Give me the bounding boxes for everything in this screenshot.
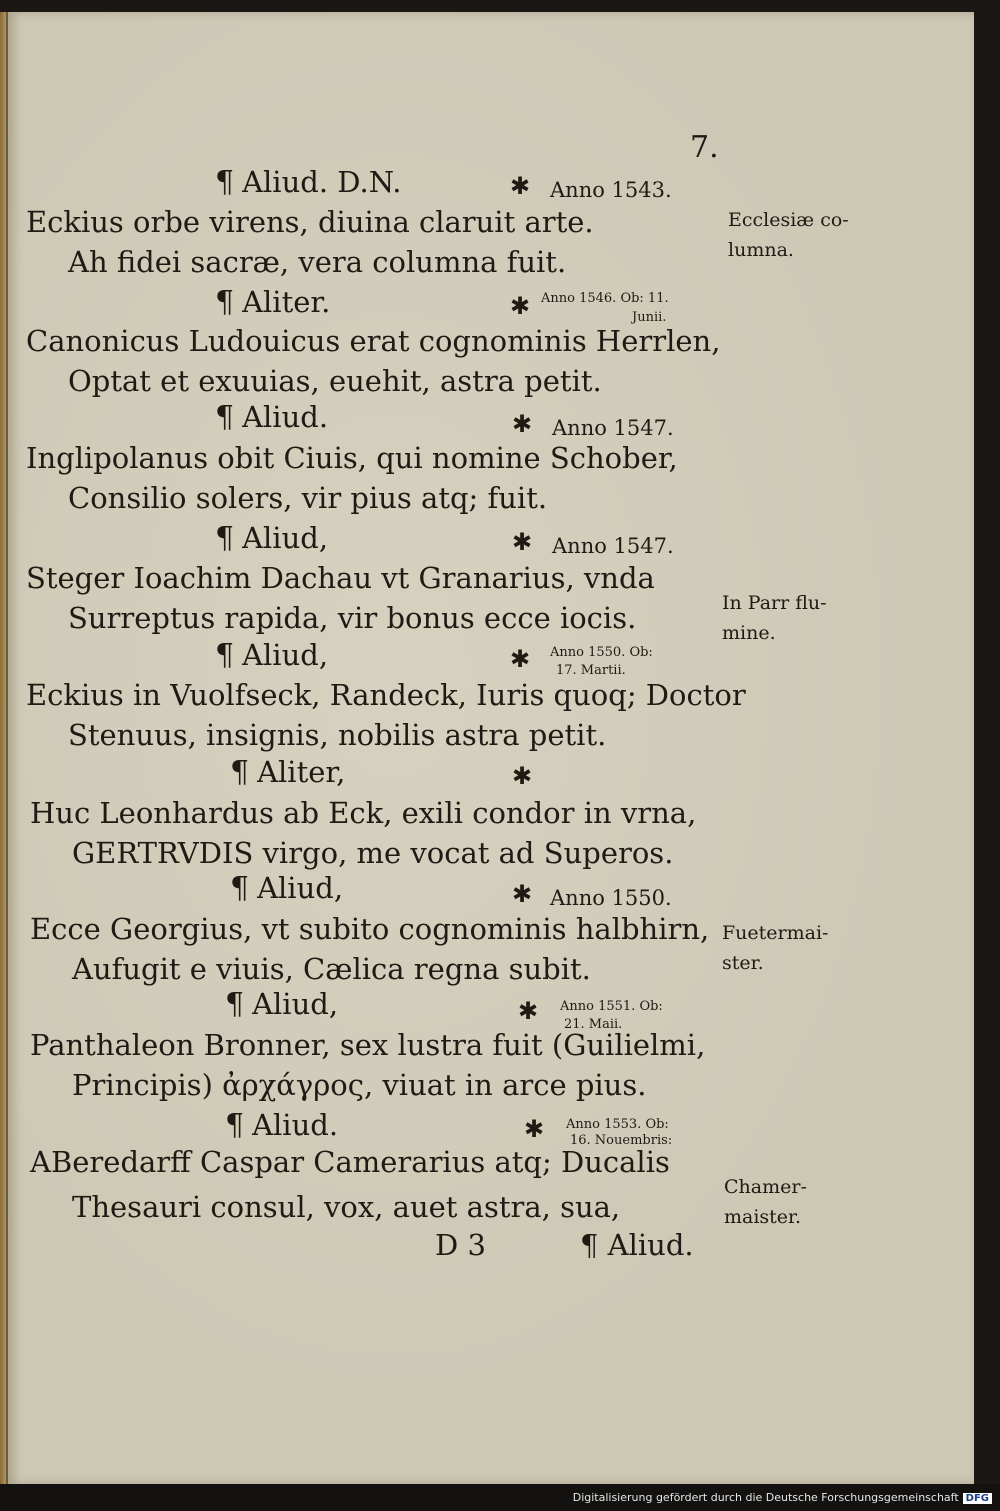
- entry-date-note: 17. Martii.: [556, 663, 626, 678]
- pilcrow-icon: ¶: [230, 755, 250, 790]
- verse-line: Panthaleon Bronner, sex lustra fuit (Guilielmi,: [30, 1028, 706, 1062]
- entry-date-note: Junii.: [632, 310, 667, 325]
- pilcrow-icon: ¶: [230, 871, 250, 906]
- verse-line: GERTRVDIS virgo, me vocat ad Superos.: [72, 836, 674, 870]
- entry-heading: ¶ Aliud.: [225, 1108, 339, 1143]
- dfg-logo: DFG: [963, 1493, 992, 1504]
- verse-line: Stenuus, insignis, nobilis astra petit.: [68, 718, 607, 752]
- entry-date-note: 16. Nouembris:: [570, 1133, 673, 1148]
- verse-line: Thesauri consul, vox, auet astra, sua,: [72, 1190, 621, 1224]
- entry-heading: ¶ Aliud.: [215, 400, 329, 435]
- entry-heading: ¶ Aliud,: [215, 521, 329, 556]
- page-number: 7.: [690, 130, 719, 165]
- verse-line: Inglipolanus obit Ciuis, qui nomine Schober,: [26, 441, 678, 475]
- entry-heading: ¶ Aliud. D.N.: [215, 165, 402, 200]
- entry-date-note: 21. Maii.: [564, 1017, 623, 1032]
- entry-heading: ¶ Aliud,: [215, 638, 329, 673]
- pilcrow-icon: ¶: [215, 285, 235, 320]
- asterisk-icon: ✱: [510, 645, 531, 673]
- pilcrow-icon: ¶: [215, 638, 235, 673]
- asterisk-icon: ✱: [524, 1115, 545, 1143]
- asterisk-icon: ✱: [512, 528, 533, 556]
- verse-line: Huc Leonhardus ab Eck, exili condor in vrna,: [30, 796, 697, 830]
- pilcrow-icon: ¶: [215, 521, 235, 556]
- entry-date: Anno 1547.: [552, 416, 674, 440]
- verse-line: Ah fidei sacræ, vera columna fuit.: [68, 245, 567, 279]
- verse-line: Optat et exuuias, euehit, astra petit.: [68, 364, 602, 398]
- marginal-note: In Parr flu- mine.: [722, 592, 827, 644]
- entry-date: Anno 1550.: [550, 886, 672, 910]
- marginal-note: Chamer- maister.: [724, 1176, 807, 1228]
- entry-heading: ¶ Aliter.: [215, 285, 331, 320]
- pilcrow-icon: ¶: [215, 400, 235, 435]
- entry-date: Anno 1543.: [550, 178, 672, 202]
- verse-line: Surreptus rapida, vir bonus ecce iocis.: [68, 601, 637, 635]
- catchword: ¶ Aliud.: [580, 1228, 694, 1262]
- asterisk-icon: ✱: [510, 292, 531, 320]
- entry-heading: ¶ Aliud,: [225, 987, 339, 1022]
- pilcrow-icon: ¶: [225, 987, 245, 1022]
- asterisk-icon: ✱: [512, 880, 533, 908]
- verse-line: Eckius orbe virens, diuina claruit arte.: [26, 205, 594, 239]
- asterisk-icon: ✱: [512, 762, 533, 790]
- entry-date: Anno 1550. Ob:: [550, 645, 653, 660]
- credit-text: Digitalisierung gefördert durch die Deutsche Forschungsgemeinschaft: [572, 1491, 959, 1504]
- entry-heading: ¶ Aliter,: [230, 755, 346, 790]
- verse-line: Canonicus Ludouicus erat cognominis Herrlen,: [26, 324, 721, 358]
- asterisk-icon: ✱: [510, 172, 531, 200]
- entry-date: Anno 1551. Ob:: [560, 999, 663, 1014]
- signature-mark: D 3: [435, 1228, 486, 1262]
- marginal-note: Ecclesiæ co- lumna.: [728, 209, 849, 261]
- verse-line: Principis) ἀρχάγρος, viuat in arce pius.: [72, 1068, 647, 1102]
- verse-line: Consilio solers, vir pius atq; fuit.: [68, 481, 548, 515]
- verse-line: Ecce Georgius, vt subito cognominis halbhirn,: [30, 912, 710, 946]
- asterisk-icon: ✱: [512, 410, 533, 438]
- marginal-note: Fuetermai- ster.: [722, 922, 829, 974]
- verse-line: Eckius in Vuolfseck, Randeck, Iuris quoq; Doctor: [26, 678, 746, 712]
- pilcrow-icon: ¶: [215, 165, 235, 200]
- entry-date: Anno 1553. Ob:: [566, 1117, 669, 1132]
- scan-credit: [573, 1491, 992, 1504]
- entry-date: Anno 1546. Ob: 11.: [541, 291, 669, 306]
- verse-line: Steger Ioachim Dachau vt Granarius, vnda: [26, 561, 655, 595]
- verse-line: ABeredarff Caspar Camerarius atq; Ducalis: [30, 1145, 670, 1179]
- entry-date: Anno 1547.: [552, 534, 674, 558]
- pilcrow-icon: ¶: [225, 1108, 245, 1143]
- entry-heading: ¶ Aliud,: [230, 871, 344, 906]
- verse-line: Aufugit e viuis, Cælica regna subit.: [72, 952, 591, 986]
- asterisk-icon: ✱: [518, 997, 539, 1025]
